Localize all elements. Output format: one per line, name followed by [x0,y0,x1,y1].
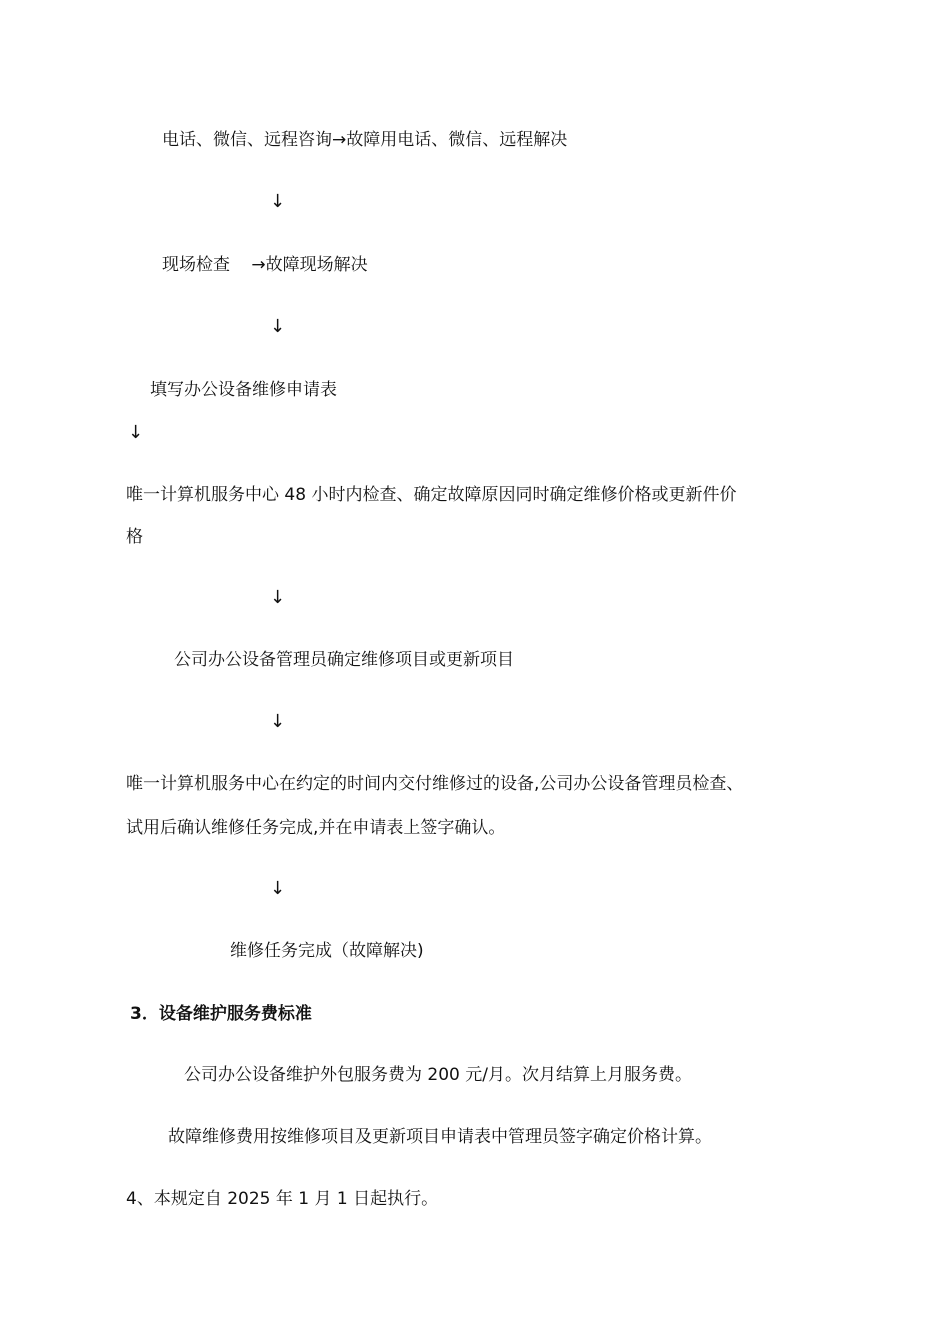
flow-step-fill-form: 填写办公设备维修申请表 [150,380,337,400]
onsite-check-label: 现场检查 [162,255,230,275]
flow-step-service-check-line2: 格 [126,527,143,547]
section3-repair-fee-paragraph: 故障维修费用按维修项目及更新项目申请表中管理员签字确定价格计算。 [168,1127,712,1147]
section3-heading: 3．设备维护服务费标准 [130,1004,312,1024]
onsite-resolve-label: →故障现场解决 [251,255,368,275]
section4-effective-date: 4、本规定自 2025 年 1 月 1 日起执行。 [126,1189,439,1209]
flow-arrow-down-icon: ↓ [270,711,286,732]
flow-step-complete: 维修任务完成（故障解决) [230,941,424,961]
flow-step-service-check-line1: 唯一计算机服务中心 48 小时内检查、确定故障原因同时确定维修价格或更新件价 [126,485,737,505]
flow-step-admin-confirm: 公司办公设备管理员确定维修项目或更新项目 [174,650,514,670]
flow-arrow-down-icon: ↓ [270,878,286,899]
flow-arrow-down-icon: ↓ [270,587,286,608]
flow-step-onsite-check [162,253,368,277]
flow-step-remote-consult: 电话、微信、远程咨询→故障用电话、微信、远程解决 [162,130,568,150]
flow-arrow-down-icon: ↓ [270,191,286,212]
section3-fee-paragraph: 公司办公设备维护外包服务费为 200 元/月。次月结算上月服务费。 [184,1065,692,1085]
flow-step-delivery-line2: 试用后确认维修任务完成,并在申请表上签字确认。 [126,818,506,838]
flow-arrow-down-icon: ↓ [128,422,144,443]
flow-arrow-down-icon: ↓ [270,316,286,337]
flow-step-delivery-line1: 唯一计算机服务中心在约定的时间内交付维修过的设备,公司办公设备管理员检查、 [126,774,744,794]
